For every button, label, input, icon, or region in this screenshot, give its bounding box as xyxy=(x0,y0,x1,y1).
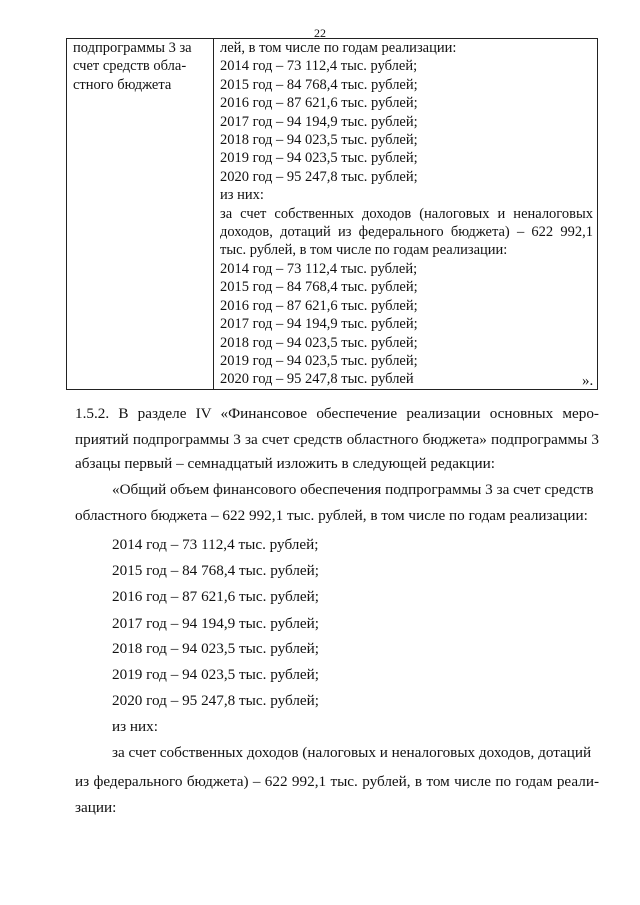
right-cell-line: 2017 год – 94 194,9 тыс. рублей; xyxy=(220,316,418,333)
left-cell-line: подпрограммы 3 за xyxy=(73,40,192,56)
table-cell-right xyxy=(214,39,598,390)
year-line: 2014 год – 73 112,4 тыс. рублей; xyxy=(112,536,319,553)
right-cell-line: 2015 год – 84 768,4 тыс. рублей; xyxy=(220,76,418,93)
section-line: абзацы первый – семнадцатый изложить в следующей редакции: xyxy=(75,455,495,472)
year-line: 2016 год – 87 621,6 тыс. рублей; xyxy=(112,588,320,605)
left-cell-line: счет средств обла- xyxy=(73,58,187,75)
right-cell-line: лей, в том числе по годам реализации: xyxy=(220,40,457,56)
year-line: 2017 год – 94 194,9 тыс. рублей; xyxy=(112,615,320,632)
program-funding-table xyxy=(66,38,598,390)
table-cell-left xyxy=(67,39,214,390)
right-cell-line: 2014 год – 73 112,4 тыс. рублей; xyxy=(220,58,418,75)
left-cell-line: стного бюджета xyxy=(73,76,172,93)
right-cell-line: доходов, дотаций из федерального бюджета) – 622 992,1 xyxy=(220,224,593,241)
quote-line: из федерального бюджета) – 622 992,1 тыс. рублей, в том числе по годам реали- xyxy=(75,773,599,790)
right-cell-line: 2018 год – 94 023,5 тыс. рублей; xyxy=(220,334,418,351)
closing-quote: ». xyxy=(582,373,594,389)
quote-line: зации: xyxy=(75,799,117,816)
right-cell-line: за счет собственных доходов (налоговых и неналоговых xyxy=(220,205,593,222)
right-cell-line: 2014 год – 73 112,4 тыс. рублей; xyxy=(220,260,418,277)
page-number: 22 xyxy=(314,26,326,40)
year-line: 2019 год – 94 023,5 тыс. рублей; xyxy=(112,666,320,683)
right-cell-line: 2019 год – 94 023,5 тыс. рублей; xyxy=(220,150,418,167)
iz-nih-line: из них: xyxy=(112,718,158,735)
right-cell-line: 2018 год – 94 023,5 тыс. рублей; xyxy=(220,132,418,149)
right-cell-line: 2016 год – 87 621,6 тыс. рублей; xyxy=(220,95,418,112)
year-line: 2015 год – 84 768,4 тыс. рублей; xyxy=(112,562,320,579)
quote-line: за счет собственных доходов (налоговых и неналоговых доходов, дотаций xyxy=(112,744,592,761)
right-cell-line: 2020 год – 95 247,8 тыс. рублей; xyxy=(220,168,418,185)
quote-line: областного бюджета – 622 992,1 тыс. рублей, в том числе по годам реализации: xyxy=(75,507,588,524)
right-cell-line: из них: xyxy=(220,187,264,204)
quote-line: «Общий объем финансового обеспечения подпрограммы 3 за счет средств xyxy=(112,481,594,498)
table-row xyxy=(67,39,598,390)
right-cell-line: 2016 год – 87 621,6 тыс. рублей; xyxy=(220,297,418,314)
year-line: 2018 год – 94 023,5 тыс. рублей; xyxy=(112,640,320,657)
year-line: 2020 год – 95 247,8 тыс. рублей; xyxy=(112,692,320,709)
right-cell-line: 2020 год – 95 247,8 тыс. рублей xyxy=(220,371,414,388)
right-cell-line: 2015 год – 84 768,4 тыс. рублей; xyxy=(220,279,418,296)
section-line: 1.5.2. В разделе IV «Финансовое обеспечение реализации основных меро- xyxy=(75,405,599,422)
section-line: приятий подпрограммы 3 за счет средств областного бюджета» подпрограммы 3 xyxy=(75,431,599,448)
right-cell-line: 2019 год – 94 023,5 тыс. рублей; xyxy=(220,352,418,369)
right-cell-line: тыс. рублей, в том числе по годам реализации: xyxy=(220,242,508,259)
right-cell-line: 2017 год – 94 194,9 тыс. рублей; xyxy=(220,113,418,130)
